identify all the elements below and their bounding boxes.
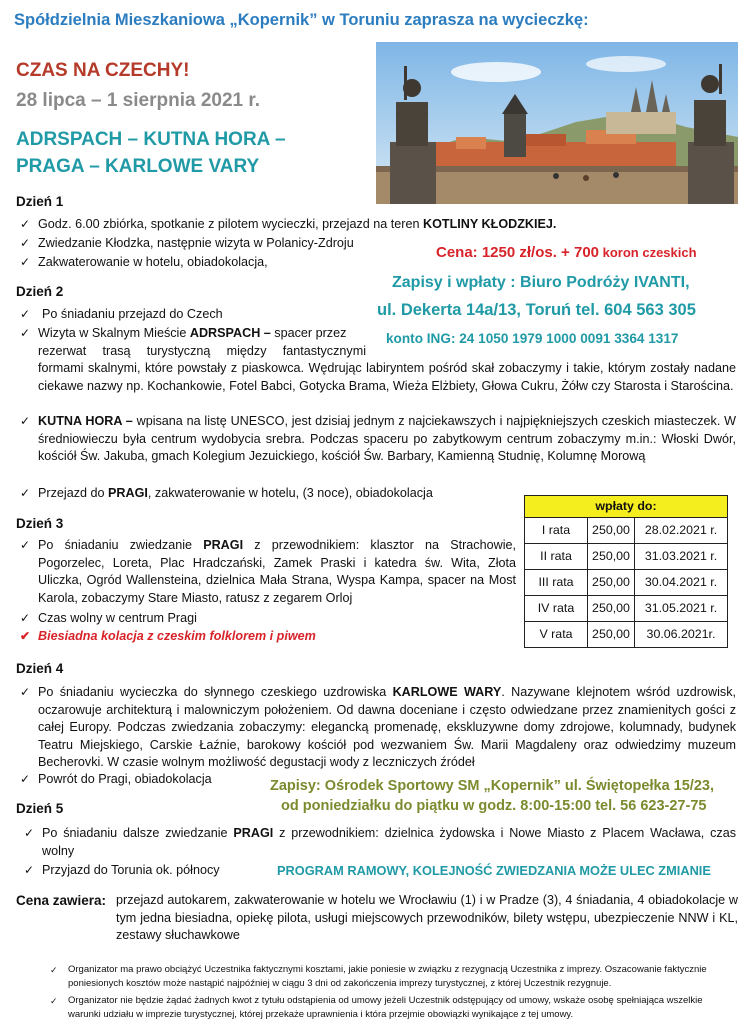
day2-item-1 <box>20 306 370 324</box>
day3-item-1-body <box>20 537 516 607</box>
table-row <box>525 544 728 570</box>
day5-item-1-body <box>24 825 736 860</box>
signup-account: konto ING: 24 1050 1979 1000 0091 3364 1317 <box>386 331 679 346</box>
day2-item-4-bold: PRAGI <box>108 486 148 500</box>
day4-item-1 <box>20 684 736 772</box>
day2-item-3-text: wpisana na listę UNESCO, jest dzisiaj jednym z najciekawszych i najpiękniejszych czeskich miasteczek. W średniowieczu była centrum wydobycia srebra. Podczas spaceru po zabytkowym centrum zobaczymy m.in.: Włoski Dwór, kościół Św. Jakuba, gmach Kolegium Jezuickiego, kościół Św. Barbary, Kamienną Studnię, Kolumnę Morową <box>38 414 736 463</box>
payments-header-row <box>525 496 728 518</box>
rata-cell: IV rata <box>525 596 588 622</box>
day3-item-1 <box>20 537 516 607</box>
payments-table <box>524 495 728 648</box>
header-title: Spółdzielnia Mieszkaniowa „Kopernik” w Toruniu zaprasza na wycieczkę: <box>14 11 589 29</box>
check-icon: ✓ <box>20 611 31 625</box>
trip-title: CZAS NA CZECHY! <box>16 60 190 81</box>
includes-text: przejazd autokarem, zakwaterowanie w hotelu we Wrocławiu (1) i w Pradze (3), 4 śniadania, 4 obiadokolacje w tym jedna biesiadna, opiekę pilota, usługi miejscowych przewodników, bilety wstępu, ubezpieczenie NNW i KL, zestawy słuchawkowe <box>116 893 738 942</box>
day3-item-2 <box>20 610 420 628</box>
check-icon: ✓ <box>24 863 35 877</box>
day1-item-1 <box>20 216 620 234</box>
table-row <box>525 596 728 622</box>
day3-item-2-text: Czas wolny w centrum Pragi <box>38 611 197 625</box>
table-row <box>525 518 728 544</box>
check-icon: ✓ <box>20 236 31 250</box>
day2-item-3 <box>20 413 736 466</box>
rata-cell: II rata <box>525 544 588 570</box>
check-icon: ✓ <box>24 826 35 840</box>
fine-print-1 <box>50 963 732 991</box>
day1-item-3-text: Zakwaterowanie w hotelu, obiadokolacja, <box>38 255 268 269</box>
amount-cell: 250,00 <box>588 518 635 544</box>
check-icon: ✓ <box>20 326 31 340</box>
route-line-1: ADRSPACH – KUTNA HORA – <box>16 129 286 150</box>
signup-sm-line-1: Zapisy: Ośrodek Sportowy SM „Kopernik” ul. Świętopełka 15/23, <box>270 778 714 794</box>
check-icon: ✓ <box>20 217 31 231</box>
day1-item-1-bold: KOTLINY KŁODZKIEJ. <box>423 217 557 231</box>
amount-cell: 250,00 <box>588 622 635 648</box>
check-icon: ✓ <box>50 996 58 1006</box>
day2-item-2-cont: formami skalnymi, które powstały z piaskowca. Wędrując labiryntem pośród skał zobaczymy i takie, którym zostały nadane ciekawe nazwy np. Kochankowie, Fotel Babci, Gotycka Brama, Wieża Elżbiety, Głowa Cukru, Żółw czy Starosta i Starościna. <box>38 361 736 393</box>
day5-item-1 <box>24 825 736 860</box>
check-icon: ✓ <box>50 965 58 975</box>
table-row <box>525 622 728 648</box>
day2-item-2-text-b: spacer przez <box>270 326 347 340</box>
amount-cell: 250,00 <box>588 570 635 596</box>
day1-label: Dzień 1 <box>16 194 64 209</box>
day2-item-4-text-a: Przejazd do <box>38 486 109 500</box>
day5-item-1-text-a: Po śniadaniu dalsze zwiedzanie <box>42 826 234 840</box>
amount-cell: 250,00 <box>588 544 635 570</box>
day2-item-2-text-a: Wizyta w Skalnym Mieście <box>38 326 190 340</box>
day4-item-2-text: Powrót do Pragi, obiadokolacja <box>38 772 212 786</box>
date-cell: 30.04.2021 r. <box>635 570 728 596</box>
day3-item-1-text-a: Po śniadaniu zwiedzanie <box>38 538 204 552</box>
day4-item-1-text-a: Po śniadaniu wycieczka do słynnego czeskiego uzdrowiska <box>38 685 393 699</box>
day3-item-1-text-b: z przewodnikiem: klasztor na Strachowie, Pogorzelec, Loreta, Plac Hradczański, Zamek Praski i katedra św. Wita, Złota Uliczka, Ogród Wallensteina, dzielnica Mała Strana, Wyspa Kampa, spacer na Most Karola, zobaczymy Stare Miasto, ratusz z zegarem Orloj <box>38 538 516 605</box>
check-icon: ✓ <box>20 486 31 500</box>
fine-print-2-text: Organizator nie będzie żądać żadnych kwot z tytułu odstąpienia od umowy jeżeli Uczestnik odstępujący od umowy, wskaże osobę spełniająca wszelkie warunki udziału w imprezie turystycznej, której przekaże uprawnienia i która przejmie obowiązki wynikające z tej umowy. <box>68 995 703 1020</box>
check-red-icon: ✔ <box>20 629 31 643</box>
day1-item-1-text: Godz. 6.00 zbiórka, spotkanie z pilotem wycieczki, przejazd na teren <box>38 217 423 231</box>
day5-item-2 <box>24 862 274 880</box>
check-icon: ✓ <box>20 414 31 428</box>
day5-label: Dzień 5 <box>16 801 64 816</box>
price-main: Cena: 1250 zł/os. + 700 <box>436 244 600 261</box>
route-line-2: PRAGA – KARLOWE VARY <box>16 156 260 177</box>
day3-item-1-bold: PRAGI <box>203 538 244 552</box>
day4-item-1-body <box>20 684 736 772</box>
fine-print-1-text: Organizator ma prawo obciążyć Uczestnika faktycznymi kosztami, jakie poniesie w związku z rezygnacją Uczestnika z imprezy. Oszacowanie faktycznie poniesionych kosztów może nastąpić najpóźniej w ciągu 3 dni od zakończenia imprezy turystycznej, z której Uczestnik rezygnuje. <box>68 964 707 989</box>
day2-item-4 <box>20 485 520 503</box>
trip-dates: 28 lipca – 1 sierpnia 2021 r. <box>16 90 260 111</box>
day4-item-1-text-b: . Nazywane klejnotem wśród uzdrowisk, oczarowuje architekturą i malowniczym położeniem. Od dawna doceniane i często odwiedzane przez znamienitych gości z całej Europy. Podczas zwiedzania zobaczymy: elegancką promenadę, ekskluzywne domy zdrojowe, kolumnady, budynek Teatru Miejskiego, Carskie Łaźnie, barokowy kościół pod wezwaniem Św. Marii Magdaleny oraz odwiedzimy muzeum Becherovki. W czasie wolnym możliwość degustacji wody z leczniczych źródeł <box>38 685 736 769</box>
day2-item-2-line2: rezerwat trasą turystyczną między fantastycznymi <box>38 344 366 358</box>
day2-item-3-body <box>20 413 736 466</box>
payments-header: wpłaty do: <box>525 496 728 518</box>
day2-item-1-text: Po śniadaniu przejazd do Czech <box>42 307 223 321</box>
amount-cell: 250,00 <box>588 596 635 622</box>
day2-item-3-bold: KUTNA HORA – <box>38 414 133 428</box>
check-icon: ✓ <box>20 307 31 321</box>
day2-item-2-head <box>20 325 366 343</box>
check-icon: ✓ <box>20 685 31 699</box>
day1-item-3 <box>20 254 420 272</box>
signup-line-2: ul. Dekerta 14a/13, Toruń tel. 604 563 305 <box>377 301 696 319</box>
prague-photo <box>376 42 738 204</box>
program-note: PROGRAM RAMOWY, KOLEJNOŚĆ ZWIEDZANIA MOŻE ULEC ZMIANIE <box>277 863 711 878</box>
day2-item-4-text-b: , zakwaterowanie w hotelu, (3 noce), obiadokolacja <box>147 486 433 500</box>
day3-item-3-text: Biesiadna kolacja z czeskim folklorem i piwem <box>38 629 316 643</box>
date-cell: 31.03.2021 r. <box>635 544 728 570</box>
signup-line-1: Zapisy i wpłaty : Biuro Podróży IVANTI, <box>392 274 690 291</box>
day2-item-2-bold: ADRSPACH – <box>189 326 271 340</box>
day4-item-1-bold: KARLOWE WARY <box>392 685 502 699</box>
day2-label: Dzień 2 <box>16 284 64 299</box>
day5-item-1-text-b: z przewodnikiem: dzielnica żydowska i Nowe Miasto z Placem Wacława, czas wolny <box>42 826 736 858</box>
signup-sm-line-2: od poniedziałku do piątku w godz. 8:00-15:00 tel. 56 623-27-75 <box>281 798 707 814</box>
table-row <box>525 570 728 596</box>
check-icon: ✓ <box>20 538 31 552</box>
trip-route <box>16 126 356 180</box>
price-line <box>436 244 697 262</box>
price-small: koron czeskich <box>599 245 697 260</box>
date-cell: 30.06.2021r. <box>635 622 728 648</box>
day5-item-2-text: Przyjazd do Torunia ok. północy <box>42 863 220 877</box>
rata-cell: V rata <box>525 622 588 648</box>
prague-illustration <box>376 42 738 204</box>
day1-item-2 <box>20 235 420 253</box>
includes-label: Cena zawiera: <box>16 893 107 908</box>
date-cell: 31.05.2021 r. <box>635 596 728 622</box>
check-icon: ✓ <box>20 255 31 269</box>
day1-item-2-text: Zwiedzanie Kłodzka, następnie wizyta w Polanicy-Zdroju <box>38 236 354 250</box>
check-icon: ✓ <box>20 772 31 786</box>
day4-label: Dzień 4 <box>16 661 64 676</box>
fine-print-2 <box>50 994 732 1022</box>
rata-cell: I rata <box>525 518 588 544</box>
rata-cell: III rata <box>525 570 588 596</box>
day3-item-3 <box>20 628 420 646</box>
date-cell: 28.02.2021 r. <box>635 518 728 544</box>
day5-item-1-bold: PRAGI <box>233 826 274 840</box>
day3-label: Dzień 3 <box>16 516 64 531</box>
